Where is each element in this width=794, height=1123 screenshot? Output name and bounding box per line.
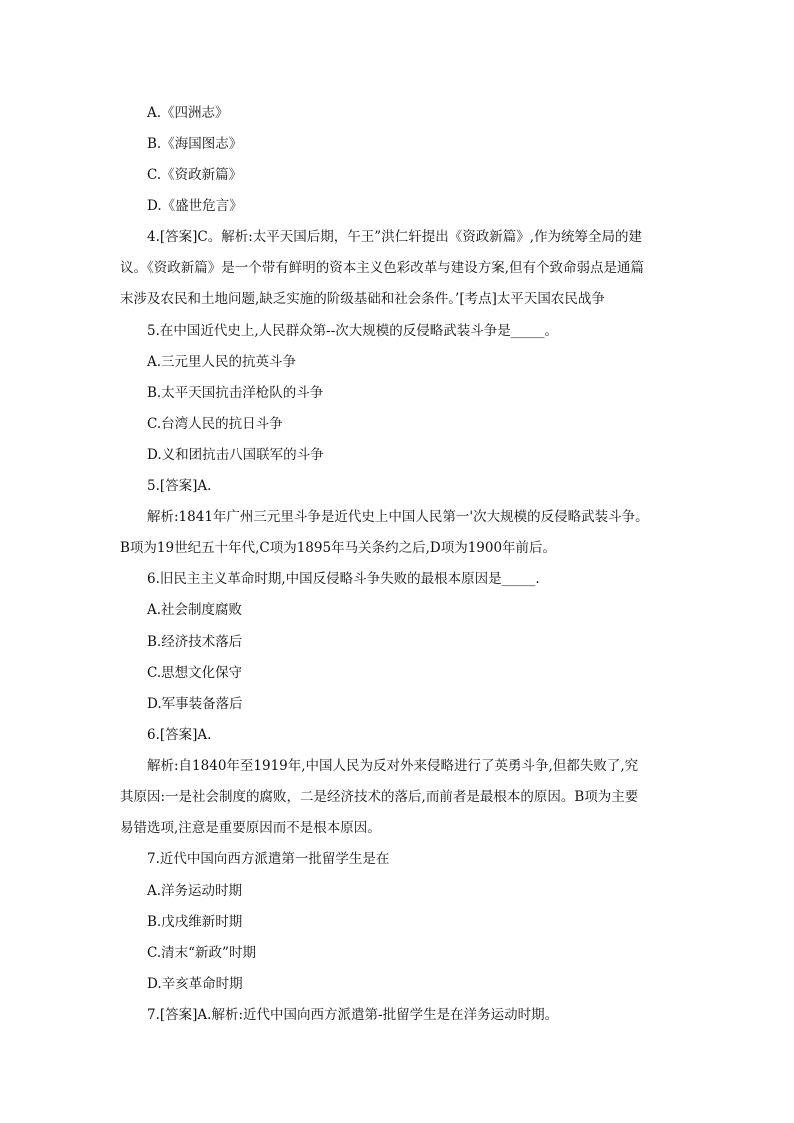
q5-option-c: C.台湾人民的抗日斗争	[147, 416, 283, 432]
explanation-5-line-1: 解析:1841年广州三元里斗争是近代史上中国人民第一'次大规模的反侵略武装斗争。	[147, 509, 649, 525]
option-a-sizhouzhi: A.《四洲志》	[147, 105, 229, 121]
answer-4-line-3: 末涉及农民和土地问题,缺乏实施的阶级基础和社会条件。’[考点]太平天国农民战争	[120, 291, 605, 307]
q6-option-b: B.经济技术落后	[147, 634, 243, 650]
q7-option-c: C.清末“新政”时期	[147, 945, 256, 961]
explanation-6-line-2: 其原因:一是社会制度的腐败，二是经济技术的落后,而前者是最根本的原因。B项为主要	[120, 789, 639, 805]
question-7: 7.近代中国向西方派遣第一批留学生是在	[147, 851, 390, 867]
q6-option-a: A.社会制度腐败	[147, 602, 243, 618]
answer-6: 6.[答案]A.	[147, 727, 212, 743]
option-d-shengshiweiyan: D.《盛世危言》	[147, 198, 243, 214]
explanation-6-line-1: 解析:自1840年至1919年,中国人民为反对外来侵略进行了英勇斗争,但都失败了,究	[147, 758, 639, 774]
question-6: 6.旧民主主义革命时期,中国反侵略斗争失败的最根本原因是_____.	[147, 571, 540, 587]
q6-option-d: D.军事装备落后	[147, 696, 243, 712]
explanation-5-line-2: B项为19世纪五十年代,C项为1895年马关条约之后,D项为1900年前后。	[120, 540, 557, 556]
answer-5: 5.[答案]A.	[147, 478, 212, 494]
q5-option-b: B.太平天国抗击洋枪队的斗争	[147, 385, 324, 401]
option-b-haiguotuzhi: B.《海国图志》	[147, 136, 243, 152]
option-c-zizhengxinpian: C.《资政新篇》	[147, 167, 243, 183]
q5-option-a: A.三元里人民的抗英斗争	[147, 354, 297, 370]
answer-4-line-1: 4.[答案]C。解析:太平天国后期，午王”洪仁轩提出《资政新篇》,作为统筹全局的建	[147, 229, 642, 245]
q6-option-c: C.思想文化保守	[147, 665, 243, 681]
q7-option-d: D.辛亥革命时期	[147, 976, 243, 992]
q5-option-d: D.义和团抗击八国联军的斗争	[147, 447, 324, 463]
question-5: 5.在中国近代史上,人民群众第--次大规模的反侵略武装斗争是_____。	[147, 323, 559, 339]
answer-4-line-2: 议。《资政新篇》是一个带有鲜明的资本主义色彩改革与建设方案,但有个致命弱点是通篇	[120, 260, 645, 276]
answer-7: 7.[答案]A.解析:近代中国向西方派遣第-批留学生是在洋务运动时期。	[147, 1007, 559, 1023]
q7-option-a: A.洋务运动时期	[147, 883, 243, 899]
explanation-6-line-3: 易错选项,注意是重要原因而不是根本原因。	[120, 820, 381, 836]
q7-option-b: B.戊戌维新时期	[147, 914, 243, 930]
